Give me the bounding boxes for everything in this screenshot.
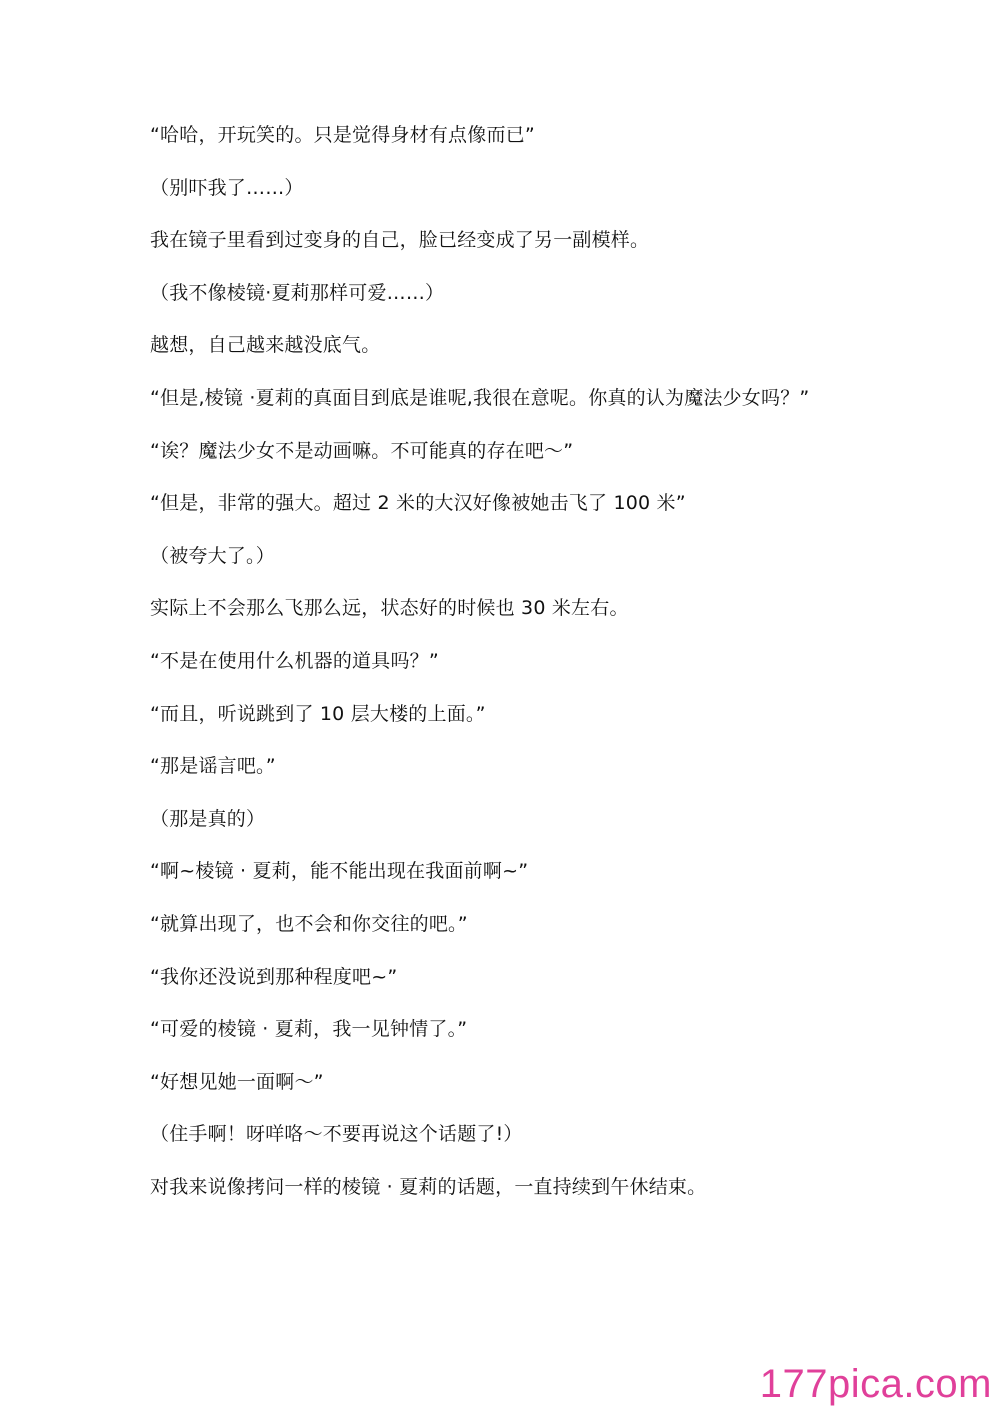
text-line: “就算出现了，也不会和你交往的吧。”: [150, 912, 468, 935]
text-line: （那是真的）: [150, 807, 266, 830]
story-text: [150, 118, 910, 1222]
text-line: “可爱的棱镜 · 夏莉，我一见钟情了。”: [150, 1018, 468, 1041]
text-line: （别吓我了……）: [150, 176, 304, 199]
text-line: “啊~棱镜 · 夏莉，能不能出现在我面前啊~”: [150, 860, 529, 883]
text-line: （我不像棱镜·夏莉那样可爱……）: [150, 281, 445, 304]
text-line: “但是,棱镜 ·夏莉的真面目到底是谁呢,我很在意呢。你真的认为魔法少女吗？”: [150, 386, 810, 409]
text-line: “而且，听说跳到了 10 层大楼的上面。”: [150, 702, 486, 725]
text-line: “好想见她一面啊～”: [150, 1070, 324, 1093]
text-line: 我在镜子里看到过变身的自己，脸已经变成了另一副模样。: [150, 229, 650, 252]
text-line: “但是，非常的强大。超过 2 米的大汉好像被她击飞了 100 米”: [150, 492, 686, 515]
text-line: 越想，自己越来越没底气。: [150, 334, 381, 357]
site-watermark: 177pica.com: [759, 1362, 992, 1406]
text-line: （住手啊！呀咩咯～不要再说这个话题了!）: [150, 1123, 523, 1146]
text-line: （被夸大了。）: [150, 544, 275, 567]
text-line: 对我来说像拷问一样的棱镜 · 夏莉的话题，一直持续到午休结束。: [150, 1175, 707, 1198]
text-line: “哈哈，开玩笑的。只是觉得身材有点像而已”: [150, 124, 535, 146]
text-line: “诶？魔法少女不是动画嘛。不可能真的存在吧～”: [150, 439, 574, 462]
text-line: “那是谣言吧。”: [150, 755, 276, 778]
text-line: “不是在使用什么机器的道具吗？”: [150, 649, 439, 672]
text-line: “我你还没说到那种程度吧~”: [150, 965, 398, 988]
text-line: 实际上不会那么飞那么远，状态好的时候也 30 米左右。: [150, 597, 629, 620]
